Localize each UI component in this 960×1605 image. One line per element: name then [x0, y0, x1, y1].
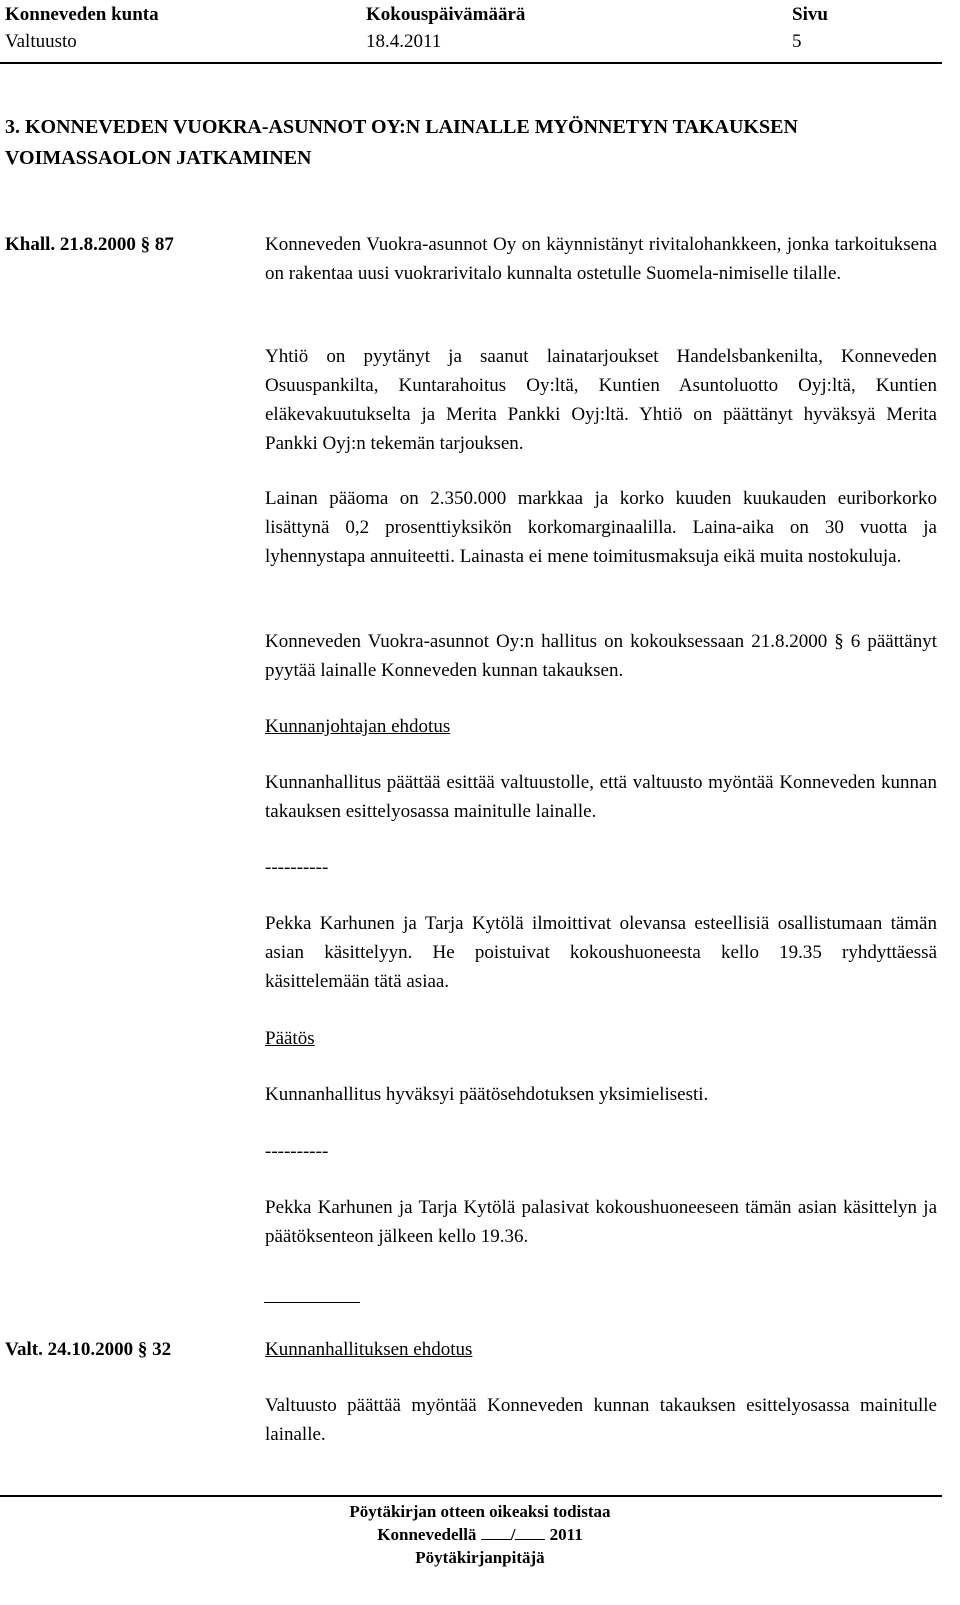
- header-page-number: 5: [792, 31, 802, 52]
- paragraph-4: Konneveden Vuokra-asunnot Oy:n hallitus on kokouksessaan 21.8.2000 § 6 päättänyt pyytää lainalle Konneveden kunnan takauksen.: [265, 631, 937, 681]
- board-proposal-text: Valtuusto päättää myöntää Konneveden kunnan takauksen esittelyosassa mainitulle lainalle.: [265, 1395, 937, 1445]
- month-blank: [515, 1525, 545, 1540]
- day-blank: [481, 1525, 511, 1540]
- return-note: Pekka Karhunen ja Tarja Kytölä palasivat kokoushuoneeseen tämän asian käsittelyn ja päätöksenteon jälkeen kello 19.36.: [265, 1197, 937, 1247]
- signature-line: [264, 1302, 360, 1303]
- footer-secretary: Pöytäkirjanpitäjä: [415, 1548, 545, 1567]
- header-org: Konneveden kunta: [5, 4, 159, 25]
- decision-text: Kunnanhallitus hyväksyi päätösehdotuksen yksimielisesti.: [265, 1084, 709, 1105]
- separator-2: ----------: [265, 1141, 329, 1162]
- proposal-heading: Kunnanjohtajan ehdotus: [265, 716, 451, 737]
- header-body: Valtuusto: [5, 31, 77, 52]
- footer-slash: /: [510, 1525, 516, 1544]
- recusal-note: Pekka Karhunen ja Tarja Kytölä ilmoittivat olevansa esteellisiä osallistumaan tämän asian käsittelyyn. He poistuivat kokoushuoneesta kello 19.35 ryhdyttäessä käsittelemään tätä asiaa.: [265, 913, 937, 992]
- decision-heading: Päätös: [265, 1028, 315, 1049]
- footer-certification: Pöytäkirjan otteen oikeaksi todistaa: [349, 1502, 611, 1521]
- header-date: 18.4.2011: [366, 31, 442, 52]
- proposal-text: Kunnanhallitus päättää esittää valtuustolle, että valtuusto myöntää Konneveden kunnan takauksen esittelyosassa mainitulle lainalle.: [265, 772, 937, 822]
- entry-ref-khall: Khall. 21.8.2000 § 87: [5, 234, 174, 255]
- footer-place: Konnevedellä: [377, 1525, 477, 1544]
- section-title-line-2: VOIMASSAOLON JATKAMINEN: [5, 147, 312, 169]
- footer-rule: [0, 1495, 942, 1497]
- section-title-line-1: 3. KONNEVEDEN VUOKRA-ASUNNOT OY:N LAINALLE MYÖNNETYN TAKAUKSEN: [5, 116, 798, 138]
- footer-year: 2011: [549, 1525, 583, 1544]
- paragraph-3: Lainan pääoma on 2.350.000 markkaa ja korko kuuden kuukauden euriborkorko lisättynä 0,2 prosenttiyksikön korkomarginaalilla. Laina-aika on 30 vuotta ja lyhennystapa annuiteetti. Lainasta ei mene toimitusmaksuja eikä muita nostokuluja.: [265, 488, 937, 567]
- footer-place-date: [0, 1523, 960, 1546]
- separator-1: ----------: [265, 857, 329, 878]
- entry-ref-valt: Valt. 24.10.2000 § 32: [5, 1339, 172, 1360]
- paragraph-2: Yhtiö on pyytänyt ja saanut lainatarjoukset Handelsbankenilta, Konneveden Osuuspankilta, Kuntarahoitus Oy:ltä, Kuntien Asuntoluotto Oyj:ltä, Kuntien eläkevakuutukselta ja Merita Pankki Oyj:ltä. Yhtiö on päättänyt hyväksyä Merita Pankki Oyj:n tekemän tarjouksen.: [265, 346, 937, 454]
- header-date-label: Kokouspäivämäärä: [366, 4, 526, 25]
- header-rule: [0, 62, 942, 64]
- paragraph-1: Konneveden Vuokra-asunnot Oy on käynnistänyt rivitalohankkeen, jonka tarkoituksena on rakentaa uusi vuokrarivitalo kunnalta ostetulle Suomela-nimiselle tilalle.: [265, 234, 937, 284]
- section-title: [5, 112, 945, 174]
- board-proposal-heading: Kunnanhallituksen ehdotus: [265, 1339, 473, 1360]
- header-page-label: Sivu: [792, 4, 828, 25]
